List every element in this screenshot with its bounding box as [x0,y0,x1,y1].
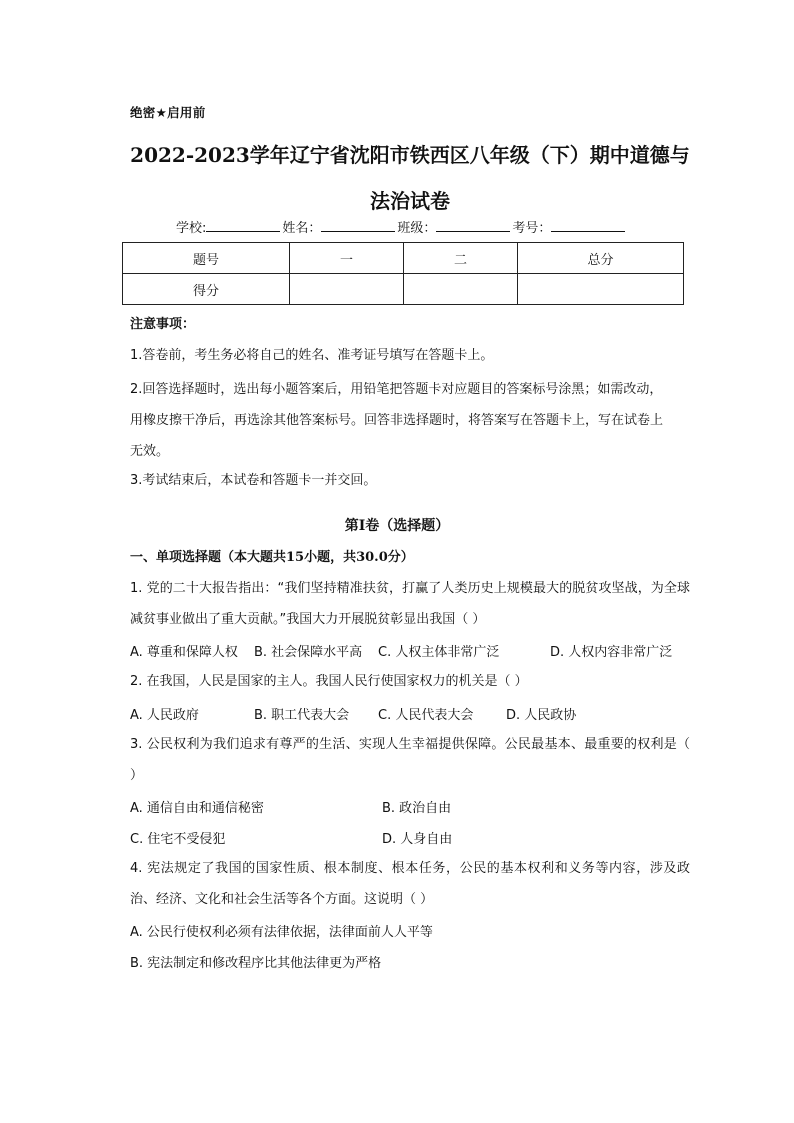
option-row [130,921,690,941]
option[interactable]: C. 人权主体非常广泛 [378,645,500,660]
exam-title [110,132,710,224]
question-stem: 3. 公民权利为我们追求有尊严的生活、实现人生幸福提供保障。公民最基本、最重要的权利是（ ） [130,737,690,783]
option-row [130,704,690,724]
title-line-2: 法治试卷 [370,189,450,213]
notes-title: 注意事项： [130,317,196,332]
option-row [130,641,690,661]
option[interactable]: D. 人权内容非常广泛 [550,645,673,660]
option[interactable]: A. 尊重和保障人权 [130,645,238,660]
section-title: 第Ⅰ卷（选择题） [344,518,450,534]
score-cell [518,274,684,305]
option[interactable]: D. 人民政协 [506,708,577,723]
option-row [130,797,690,817]
question-stem: 4. 宪法规定了我国的国家性质、根本制度、根本任务，公民的基本权利和义务等内容，涉及政治、经济、文化和社会生活等各个方面。这说明（ ） [130,861,690,907]
option[interactable]: A. 公民行使权利必须有法律依据，法律面前人人平等 [130,925,433,940]
class-label: 班级： [397,221,437,236]
option[interactable]: C. 住宅不受侵犯 [130,832,226,847]
name-label: 姓名： [282,221,322,236]
question-stem: 2. 在我国，人民是国家的主人。我国人民行使国家权力的机关是（ ） [130,674,528,689]
score-table-header-cell: 一 [290,243,404,274]
score-cell [290,274,404,305]
title-line-1: 2022-2023学年辽宁省沈阳市铁西区八年级（下）期中道德与 [130,143,690,167]
school-label: 学校: [176,221,207,236]
exam-number-blank[interactable] [551,219,625,232]
score-table-header-cell: 二 [404,243,518,274]
option[interactable]: B. 宪法制定和修改程序比其他法律更为严格 [130,956,382,971]
note-item: 3.考试结束后，本试卷和答题卡一并交回。 [130,473,377,488]
score-table [122,242,684,305]
name-blank[interactable] [321,219,395,232]
score-table-header-row [123,243,684,274]
score-row-label: 得分 [123,274,290,305]
option[interactable]: D. 人身自由 [382,832,453,847]
part-title: 一、单项选择题（本大题共15小题，共30.0分） [130,550,414,565]
confidential-label: 绝密★启用前 [130,105,206,120]
option[interactable]: A. 通信自由和通信秘密 [130,801,264,816]
exam-number-label: 考号： [512,221,552,236]
note-item: 2.回答选择题时，选出每小题答案后，用铅笔把答题卡对应题目的答案标号涂黑；如需改动，用橡皮擦干净后，再选涂其他答案标号。回答非选择题时，将答案写在答题卡上，写在试卷上无效。 [130,382,664,459]
option[interactable]: A. 人民政府 [130,708,199,723]
option-row [130,828,690,848]
score-table-header-cell: 题号 [123,243,290,274]
school-blank[interactable] [206,219,280,232]
class-blank[interactable] [436,219,510,232]
option-row [130,952,690,972]
score-table-header-cell: 总分 [518,243,684,274]
note-item: 1.答卷前，考生务必将自己的姓名、准考证号填写在答题卡上。 [130,348,494,363]
question-stem: 1. 党的二十大报告指出：“我们坚持精准扶贫，打赢了人类历史上规模最大的脱贫攻坚战，为全球减贫事业做出了重大贡献。”我国大力开展脱贫彰显出我国（ ） [130,581,690,627]
student-info-line [176,217,627,236]
score-table-row [123,274,684,305]
option[interactable]: C. 人民代表大会 [378,708,474,723]
score-cell [404,274,518,305]
option[interactable]: B. 社会保障水平高 [254,645,363,660]
option[interactable]: B. 职工代表大会 [254,708,350,723]
option[interactable]: B. 政治自由 [382,801,452,816]
